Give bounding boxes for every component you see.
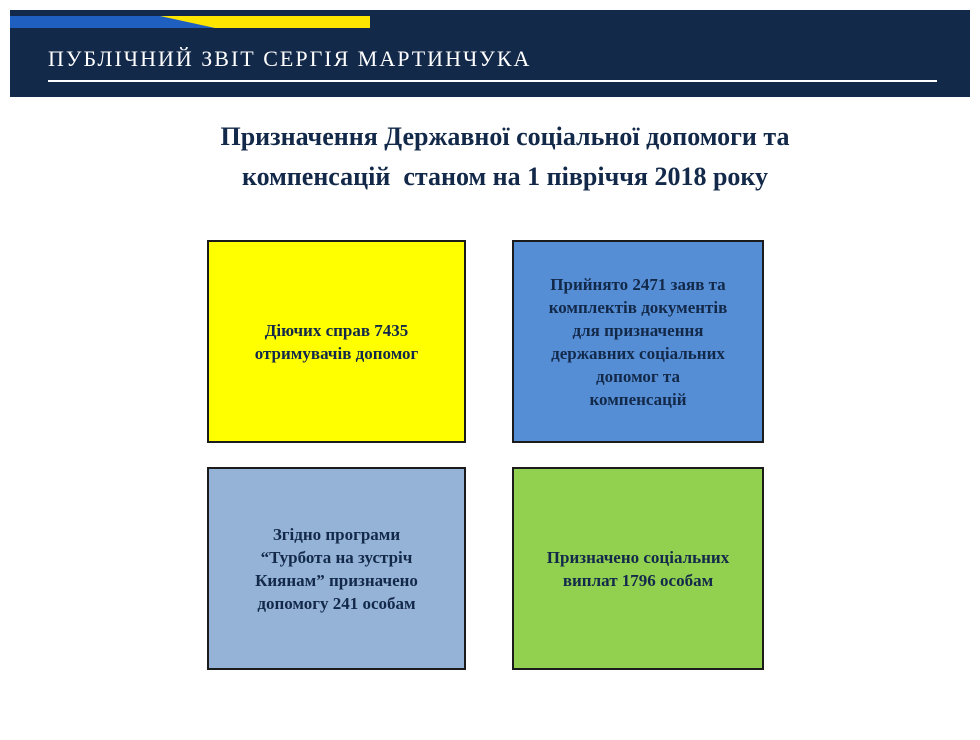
stat-box-social-payments (512, 467, 764, 670)
flag-stripe-decoration (10, 10, 370, 30)
stat-box-care-program (207, 467, 466, 670)
stat-box-active-cases (207, 240, 466, 443)
stat-box-text: Згідно програми “Турбота на зустріч Киянам” призначено допомогу 241 особам (255, 524, 418, 613)
stat-box-applications-received (512, 240, 764, 443)
stat-box-text: Призначено соціальних виплат 1796 особам (546, 547, 730, 590)
slide-title-line-1: Призначення Державної соціальної допомоги та (220, 122, 790, 151)
header-banner (10, 10, 970, 97)
header-title: ПУБЛІЧНИЙ ЗВІТ СЕРГІЯ МАРТИНЧУКА (48, 46, 532, 71)
stat-box-text: Прийнято 2471 заяв та комплектів документів для призначення державних соціальних допомог та компенсацій (548, 274, 728, 409)
stat-box-text: Діючих справ 7435 отримувачів допомог (254, 320, 419, 363)
slide-title-line-2: компенсацій станом на 1 півріччя 2018 року (241, 162, 769, 191)
slide-title (120, 117, 890, 197)
header-divider (48, 80, 937, 82)
